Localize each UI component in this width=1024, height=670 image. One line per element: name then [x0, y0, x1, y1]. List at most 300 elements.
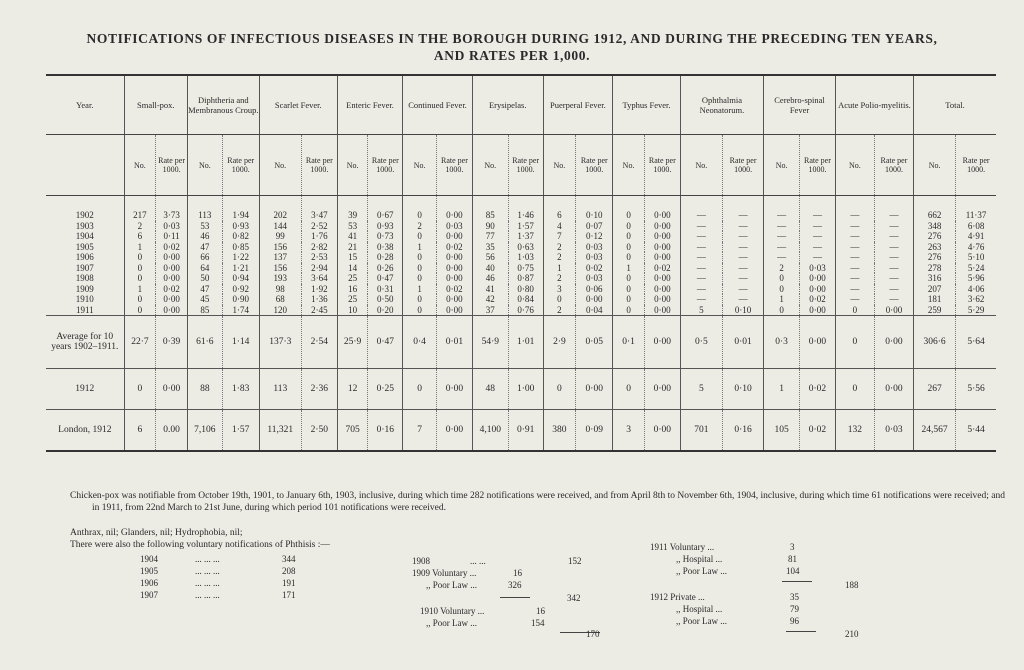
cell-number: 53 — [337, 221, 368, 232]
cell-number: 22·7 — [124, 316, 156, 369]
cell-rate: — — [874, 284, 913, 295]
cell-rate: 0·09 — [576, 410, 613, 452]
cell-number: 0 — [835, 369, 874, 410]
no-subheader: No. — [259, 135, 301, 196]
cell-number: 181 — [913, 294, 955, 305]
cell-rate: — — [800, 196, 836, 221]
ph-col1-dots: ... ... ... — [195, 590, 220, 600]
cell-rate: — — [722, 231, 763, 242]
cell-rate: 0·84 — [508, 294, 543, 305]
cell-rate: 0·20 — [368, 305, 403, 316]
cell-rate: 1·46 — [508, 196, 543, 221]
table-row — [46, 369, 996, 410]
table-row — [46, 263, 996, 274]
cell-rate: 0·00 — [644, 242, 680, 253]
cell-number: 24,567 — [913, 410, 955, 452]
cell-number: — — [680, 231, 722, 242]
cell-number: 207 — [913, 284, 955, 295]
cell-number: 16 — [337, 284, 368, 295]
cell-number: 0 — [613, 242, 645, 253]
cell-rate: 0·82 — [222, 231, 259, 242]
cell-rate: 4·76 — [956, 242, 996, 253]
cell-rate: 0·02 — [800, 369, 836, 410]
cell-rate: 0·00 — [800, 273, 836, 284]
cell-rate: 1·00 — [508, 369, 543, 410]
disease-header: Acute Polio-myelitis. — [835, 75, 913, 135]
cell-number: 25 — [337, 273, 368, 284]
cell-rate: — — [722, 221, 763, 232]
cell-rate: 2·52 — [301, 221, 337, 232]
cell-number: 54·9 — [472, 316, 508, 369]
cell-number: 0 — [403, 231, 437, 242]
cell-rate: 0.00 — [156, 410, 188, 452]
cell-rate: 0·00 — [436, 231, 472, 242]
cell-number: 5 — [680, 305, 722, 316]
cell-number: 0 — [835, 316, 874, 369]
cell-rate: 0·03 — [436, 221, 472, 232]
ph-1912-poorlaw-label: ,, Poor Law ... — [676, 616, 727, 626]
ph-col1-dots: ... ... ... — [195, 578, 220, 588]
cell-rate: 0·00 — [874, 305, 913, 316]
ph-1911-poorlaw-value: 104 — [786, 566, 800, 576]
cell-number: — — [835, 221, 874, 232]
cell-rate: 1·37 — [508, 231, 543, 242]
cell-number: 0 — [543, 369, 576, 410]
disease-header: Continued Fever. — [403, 75, 473, 135]
disease-header: Puerperal Fever. — [543, 75, 613, 135]
cell-number: 0 — [613, 252, 645, 263]
cell-rate: 0·00 — [576, 369, 613, 410]
no-subheader: No. — [680, 135, 722, 196]
cell-number: 12 — [337, 369, 368, 410]
cell-rate: 0·00 — [874, 316, 913, 369]
cell-rate: 0·10 — [576, 196, 613, 221]
cell-number: 2 — [543, 305, 576, 316]
cell-rate: 3·73 — [156, 196, 188, 221]
cell-rate: 3·62 — [956, 294, 996, 305]
cell-number: 217 — [124, 196, 156, 221]
ph-1910-voluntary-value: 16 — [536, 606, 545, 616]
cell-number: 0 — [613, 273, 645, 284]
cell-number: 6 — [124, 410, 156, 452]
cell-number: 0·3 — [764, 316, 800, 369]
cell-number: 137·3 — [259, 316, 301, 369]
cell-number: 66 — [187, 252, 222, 263]
cell-number: 0 — [403, 252, 437, 263]
cell-number: 61·6 — [187, 316, 222, 369]
table-row — [46, 316, 996, 369]
rate-subheader: Rate per 1000. — [576, 135, 613, 196]
cell-rate: 0·02 — [644, 263, 680, 274]
cell-number: 1 — [403, 284, 437, 295]
cell-rate: 1·83 — [222, 369, 259, 410]
cell-number: 7,106 — [187, 410, 222, 452]
cell-rate: 3·47 — [301, 196, 337, 221]
cell-number: 0 — [764, 284, 800, 295]
cell-number: 48 — [472, 369, 508, 410]
cell-number: 132 — [835, 410, 874, 452]
disease-header: Small-pox. — [124, 75, 187, 135]
cell-rate: 2·50 — [301, 410, 337, 452]
ph-1909-total: 342 — [567, 593, 581, 603]
cell-rate: 0·00 — [156, 273, 188, 284]
table-row — [46, 252, 996, 263]
cell-number: 6 — [543, 196, 576, 221]
cell-rate: 0·00 — [436, 263, 472, 274]
cell-number: 0 — [613, 284, 645, 295]
cell-number: — — [835, 242, 874, 253]
cell-number: 6 — [124, 231, 156, 242]
ph-col1-year: 1905 — [140, 566, 158, 576]
cell-number: 278 — [913, 263, 955, 274]
row-label: 1910 — [75, 294, 94, 304]
cell-number: 39 — [337, 196, 368, 221]
cell-number: 0 — [613, 369, 645, 410]
cell-number: 98 — [259, 284, 301, 295]
cell-rate: — — [722, 242, 763, 253]
cell-number: — — [764, 242, 800, 253]
cell-number: 276 — [913, 252, 955, 263]
table-row — [46, 305, 996, 316]
cell-rate: — — [800, 231, 836, 242]
cell-rate: 0·07 — [576, 221, 613, 232]
cell-rate: — — [874, 242, 913, 253]
row-label: Average for 10 years 1902–1911. — [46, 316, 124, 369]
cell-number: 0 — [124, 273, 156, 284]
cell-number: 3 — [613, 410, 645, 452]
ph-1911-poorlaw-label: ,, Poor Law ... — [676, 566, 727, 576]
ph-1912-total: 210 — [845, 629, 859, 639]
cell-rate: — — [874, 252, 913, 263]
ph-col1-value: 191 — [282, 578, 296, 588]
row-label: 1903 — [75, 220, 94, 231]
cell-number: 705 — [337, 410, 368, 452]
cell-number: 21 — [337, 242, 368, 253]
rate-subheader: Rate per 1000. — [222, 135, 259, 196]
cell-number: — — [835, 196, 874, 221]
cell-number: 25 — [337, 294, 368, 305]
rate-subheader: Rate per 1000. — [436, 135, 472, 196]
cell-rate: 5·56 — [956, 369, 996, 410]
cell-number: — — [680, 284, 722, 295]
cell-number: 0 — [124, 252, 156, 263]
cell-number: 1 — [543, 263, 576, 274]
ph-1909-poorlaw-label: ,, Poor Law ... — [426, 580, 477, 590]
cell-rate: 2·94 — [301, 263, 337, 274]
table-row — [46, 294, 996, 305]
cell-number: 50 — [187, 273, 222, 284]
cell-rate: 0·93 — [222, 221, 259, 232]
no-subheader: No. — [613, 135, 645, 196]
cell-number: 0·5 — [680, 316, 722, 369]
cell-rate: 4·91 — [956, 231, 996, 242]
cell-number: 2 — [403, 221, 437, 232]
cell-rate: 0·28 — [368, 252, 403, 263]
cell-rate: 0·50 — [368, 294, 403, 305]
cell-number: 267 — [913, 369, 955, 410]
cell-rate: 2·36 — [301, 369, 337, 410]
cell-rate: 2·53 — [301, 252, 337, 263]
table-row — [46, 221, 996, 232]
table-row — [46, 196, 996, 221]
cell-rate: 1·21 — [222, 263, 259, 274]
cell-rate: 1·03 — [508, 252, 543, 263]
cell-rate: 0·05 — [576, 316, 613, 369]
cell-rate: 0·03 — [576, 252, 613, 263]
cell-number: 2 — [543, 242, 576, 253]
cell-number: 3 — [543, 284, 576, 295]
cell-number: 0·4 — [403, 316, 437, 369]
cell-number: 0 — [613, 294, 645, 305]
ph-1909-voluntary-value: 16 — [513, 568, 522, 578]
no-subheader: No. — [403, 135, 437, 196]
cell-rate: 0·00 — [644, 294, 680, 305]
cell-rate: — — [722, 294, 763, 305]
cell-number: 156 — [259, 242, 301, 253]
cell-number: 380 — [543, 410, 576, 452]
rate-subheader: Rate per 1000. — [644, 135, 680, 196]
disease-header: Scarlet Fever. — [259, 75, 337, 135]
cell-rate: 0·47 — [368, 273, 403, 284]
row-label: 1905 — [75, 241, 94, 252]
cell-number: 202 — [259, 196, 301, 221]
cell-rate: 0·00 — [644, 221, 680, 232]
cell-number: — — [835, 263, 874, 274]
ph-1909-voluntary-label: 1909 Voluntary ... — [412, 568, 477, 578]
cell-number: 0 — [543, 294, 576, 305]
cell-number: — — [680, 294, 722, 305]
cell-number: — — [835, 284, 874, 295]
disease-header: Total. — [913, 75, 996, 135]
cell-rate: 0·02 — [156, 284, 188, 295]
cell-rate: 5·44 — [956, 410, 996, 452]
title-line-2: AND RATES PER 1,000. — [433, 48, 591, 63]
cell-number: 0 — [613, 196, 645, 221]
cell-number: 40 — [472, 263, 508, 274]
cell-number: 113 — [259, 369, 301, 410]
cell-rate: — — [874, 221, 913, 232]
cell-rate: 0·00 — [644, 273, 680, 284]
cell-rate: 0·16 — [722, 410, 763, 452]
cell-rate: 0·02 — [436, 284, 472, 295]
ph-1911-voluntary-label: 1911 Voluntary ... — [650, 542, 715, 552]
cell-rate: 0·00 — [644, 305, 680, 316]
ph-1912-private-label: 1912 Private ... — [650, 592, 705, 602]
anthrax-note: Anthrax, nil; Glanders, nil; Hydrophobia, nil; — [70, 528, 243, 538]
cell-number: — — [680, 273, 722, 284]
cell-rate: 0·03 — [576, 273, 613, 284]
cell-number: 2 — [543, 273, 576, 284]
disease-header: Cerebro-spinal Fever — [764, 75, 836, 135]
cell-number: 77 — [472, 231, 508, 242]
cell-rate: 0·10 — [722, 305, 763, 316]
cell-number: 662 — [913, 196, 955, 221]
cell-rate: — — [722, 263, 763, 274]
cell-number: 47 — [187, 242, 222, 253]
ph-1908-label: 1908 — [412, 556, 430, 566]
rate-subheader: Rate per 1000. — [800, 135, 836, 196]
cell-number: 0 — [124, 305, 156, 316]
rate-subheader: Rate per 1000. — [301, 135, 337, 196]
cell-number: 259 — [913, 305, 955, 316]
cell-rate: 0·00 — [436, 305, 472, 316]
rate-subheader: Rate per 1000. — [156, 135, 188, 196]
cell-number: — — [764, 231, 800, 242]
cell-rate: 1·74 — [222, 305, 259, 316]
cell-number: 25·9 — [337, 316, 368, 369]
ph-col1-year: 1904 — [140, 554, 158, 564]
cell-number: — — [764, 196, 800, 221]
cell-rate: 0·00 — [156, 305, 188, 316]
cell-rate: — — [722, 252, 763, 263]
cell-number: 99 — [259, 231, 301, 242]
cell-number: 0 — [124, 263, 156, 274]
cell-rate: 0·03 — [156, 221, 188, 232]
cell-number: 85 — [187, 305, 222, 316]
cell-number: 90 — [472, 221, 508, 232]
cell-rate: 0·00 — [800, 284, 836, 295]
cell-number: 0 — [403, 294, 437, 305]
cell-number: 53 — [187, 221, 222, 232]
cell-rate: — — [874, 273, 913, 284]
cell-number: 2 — [764, 263, 800, 274]
ph-1912-private-value: 35 — [790, 592, 799, 602]
cell-rate: 6·08 — [956, 221, 996, 232]
ph-col1-value: 171 — [282, 590, 296, 600]
cell-number: 4 — [543, 221, 576, 232]
cell-rate: 0·00 — [576, 294, 613, 305]
cell-number: 105 — [764, 410, 800, 452]
cell-number: 1 — [764, 294, 800, 305]
rate-subheader: Rate per 1000. — [368, 135, 403, 196]
row-label: 1909 — [75, 283, 94, 294]
cell-rate: 0·02 — [800, 410, 836, 452]
cell-number: 1 — [403, 242, 437, 253]
ph-1908-dots: ... ... — [470, 556, 486, 566]
no-subheader: No. — [187, 135, 222, 196]
cell-number: — — [680, 221, 722, 232]
cell-rate: 0·25 — [368, 369, 403, 410]
cell-rate: 0·00 — [436, 196, 472, 221]
cell-rate: 0·00 — [436, 294, 472, 305]
cell-number: 120 — [259, 305, 301, 316]
year-subheader — [46, 135, 124, 196]
no-subheader: No. — [337, 135, 368, 196]
row-label: 1904 — [75, 231, 94, 241]
rate-subheader: Rate per 1000. — [874, 135, 913, 196]
cell-rate: 0·73 — [368, 231, 403, 242]
cell-number: 64 — [187, 263, 222, 274]
cell-number: — — [680, 242, 722, 253]
cell-rate: 0·10 — [722, 369, 763, 410]
cell-number: 348 — [913, 221, 955, 232]
cell-rate: 0·00 — [644, 231, 680, 242]
cell-rate: 5·10 — [956, 252, 996, 263]
ph-1910-poorlaw-label: ,, Poor Law ... — [426, 618, 477, 628]
table-row — [46, 273, 996, 284]
cell-number: 68 — [259, 294, 301, 305]
cell-number: 193 — [259, 273, 301, 284]
cell-number: 0 — [835, 305, 874, 316]
ph-1912-hospital-value: 79 — [790, 604, 799, 614]
cell-number: 10 — [337, 305, 368, 316]
notifications-table — [46, 74, 996, 452]
cell-rate: 0·03 — [576, 242, 613, 253]
cell-number: 1 — [764, 369, 800, 410]
cell-number: 2 — [124, 221, 156, 232]
cell-rate: 0·39 — [156, 316, 188, 369]
cell-rate: 0·03 — [874, 410, 913, 452]
cell-rate: 1·14 — [222, 316, 259, 369]
cell-rate: 0·80 — [508, 284, 543, 295]
cell-number: 137 — [259, 252, 301, 263]
cell-rate: 5·64 — [956, 316, 996, 369]
cell-number: 1 — [613, 263, 645, 274]
cell-rate: 0·87 — [508, 273, 543, 284]
cell-number: 42 — [472, 294, 508, 305]
row-label: 1902 — [75, 210, 94, 220]
no-subheader: No. — [835, 135, 874, 196]
cell-rate: 0·76 — [508, 305, 543, 316]
cell-rate: 0·16 — [368, 410, 403, 452]
cell-number: 0 — [613, 221, 645, 232]
cell-rate: 1·92 — [301, 284, 337, 295]
cell-number: 56 — [472, 252, 508, 263]
cell-rate: 1·22 — [222, 252, 259, 263]
cell-rate: 0·00 — [800, 316, 836, 369]
cell-rate: 0·00 — [644, 252, 680, 263]
cell-rate: 0·93 — [368, 221, 403, 232]
cell-rate: 0·00 — [436, 410, 472, 452]
ph-1910-poorlaw-value: 154 — [531, 618, 545, 628]
ph-1910-total: 170 — [586, 629, 600, 639]
cell-rate: 0·00 — [800, 305, 836, 316]
cell-rate: 5·96 — [956, 273, 996, 284]
cell-rate: 0·90 — [222, 294, 259, 305]
rate-subheader: Rate per 1000. — [956, 135, 996, 196]
cell-number: 0 — [124, 294, 156, 305]
chickenpox-note: Chicken-pox was notifiable from October 19th, 1901, to January 6th, 1903, inclusive, during which time 282 notifications were received, and from April 8th to November 6th, 1904, inclusive, during which time 61 notifications were received; and in 1911, from 22nd March to 21st June, during which period 101 notifications were received. — [70, 491, 1005, 513]
cell-rate: 2·45 — [301, 305, 337, 316]
row-label: 1908 — [75, 273, 94, 283]
cell-rate: — — [874, 196, 913, 221]
cell-number: 5 — [680, 369, 722, 410]
disease-header: Typhus Fever. — [613, 75, 681, 135]
cell-rate: 0·85 — [222, 242, 259, 253]
cell-rate: 1·36 — [301, 294, 337, 305]
cell-number: 2 — [543, 252, 576, 263]
ph-1911-hospital-value: 81 — [788, 554, 797, 564]
cell-rate: 0·01 — [722, 316, 763, 369]
cell-rate: 0·00 — [644, 284, 680, 295]
cell-rate: 0·00 — [436, 273, 472, 284]
cell-number: 701 — [680, 410, 722, 452]
ph-1911-total: 188 — [845, 580, 859, 590]
cell-rate: 0·00 — [644, 316, 680, 369]
cell-number: — — [835, 273, 874, 284]
row-label: 1906 — [75, 252, 94, 262]
row-label: 1912 — [46, 369, 124, 410]
ph-1911-hospital-label: ,, Hospital ... — [676, 554, 723, 564]
cell-rate: 4·06 — [956, 284, 996, 295]
cell-number: 0 — [764, 305, 800, 316]
no-subheader: No. — [124, 135, 156, 196]
cell-number: 144 — [259, 221, 301, 232]
cell-number: — — [835, 231, 874, 242]
cell-number: 14 — [337, 263, 368, 274]
cell-number: 7 — [403, 410, 437, 452]
year-header: Year. — [46, 75, 124, 135]
